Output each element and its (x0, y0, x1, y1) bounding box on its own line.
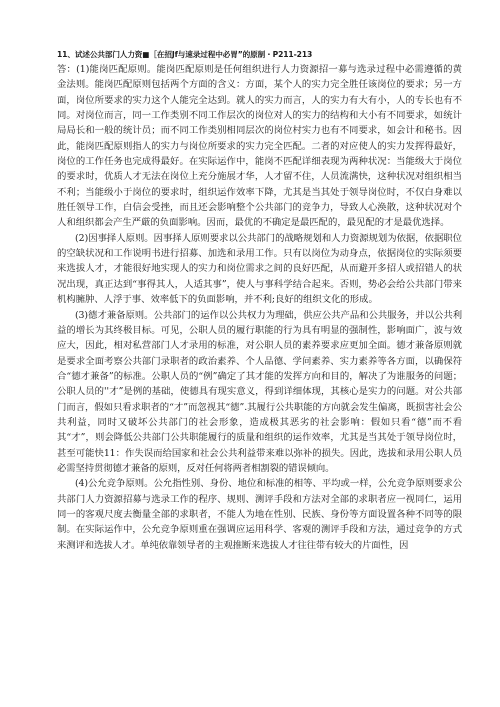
paragraph-select-by-task: (2)因事择人原则。因事择人原则要求以公共部门的战略规划和人力资源规划为依据，依据职位的空缺状况和工作说明书进行招募、加选和录用工作。只有以岗位为动身点，依据岗位的实际须要来选拔人才，才能很好地实现人的实力和岗位需求之间的良好匹配，从而避开多招人或招错人的状况出现，真正达到“事得其人，人适其事”，使人与事科学结合起来。否则，势必会给公共部门带来机构臃肿、人浮于事、效率低下的负面影响，并不利;良好的组织文化的形成。 (57, 232, 462, 306)
paragraph-ability-post-match: 答：(1)能岗匹配原则。能岗匹配原则是任何组织进行人力资源招一募与选录过程中必需遵循的黄金法则。能岗匹配原则包括两个方面的含义：方面，某个人的实力完全胜任该岗位的要求；另一方面，岗位所要求的实力这个人能完全达到。就人的实力而言，人的实力有大有小，人的专长也有不同。对岗位而言，同一工作类别不同工作层次的岗位对人的实力的结构和大小有不同要求，如统计局局长和一般的统计员；而不同工作类别相同层次的岗位村实力也有不同要求，如会计和秘书。因此，能岗匹配原则指人的实力与岗位所要求的实力完全匹配。二者的对应使人的实力发挥得最好，岗位的工作任务也完成得最好。在实际运作中，能岗不匹配详细表现为两种状况：当能级大于岗位的要求时，优质人才无法在岗位上充分施展才华，人才留不住，人员流满快，这种状况对组织相当不利；当能级小于岗位的要求时，组织运作效率下降，尤其是当其处于领导岗位时，不仅白身难以胜任领导工作，白信会受挫，而且还会影响整个公共部门的竞争力，导致人心涣散，这种状况对个人和组织都会产生严厳的负面影响。因而，最优的不确定是最匹配的，最见配的才是最优选择。 (57, 64, 462, 229)
paragraph-fair-competition: (4)公允竞争原则。公允指性别、身份、地位和标准的相等、平均或一样，公允竞争原则要求公共部门人力资源招募与选录工作的程序、规则、测评手段和方法对全部的求职者应一视同仁，运用同一的客观尺度去衡量全部的求职者，不能人为地在性别、民族、身份等方面设置各种不同等的限制。在实际运作中，公允竞争原则重在强调应运用科学、客观的测评手段和方法，通过竞争的方式来测评和选拔人才。单纯依靠领导者的主观推断来选拔人才往往带有较大的片面性，因 (57, 478, 462, 551)
paragraph-virtue-and-talent: (3)德才兼备原则。公共部门的运作以公共权力为理础，供应公共产品和公共服务，并以公共利益的增长为其终极目标。可见，公职人员的履行职能的行为具有明显的强制性，影响面广，波与效应大，因此，相对私营部门人才录用的标准，对公职人员的素养要求应更加全面。德才兼备原则就是要求全面考察公共部门录职者的政治素养、个人品德、学问素养、实力素养等各方面，以确保符合“德才兼备”的标准。公职人员的“例”确定了其才能的发挥方向和目的，解决了为谁服务的问题；公职人员的''才”是例的基础，使德具有现实意义，得到详细体现，其核心是实力的问题。对公共部门而言，假如只看求职者的“才”而忽视其“德”.其履行公共职能的方向就会发生偏离，既损害社会公共利益，同时又破坏公共部门的社会形象，造成极其恶劣的社会影响：假如只看“德”而不看其“才”，则会降低公共部门公共职能履行的质量和组织的运作效率，尤其是当其处于领导岗位时，甚至可能快11：作失误而给国家和社会公共利益带来难以弥补的损失。因此，选拔和录用公职人员必需坚持贯彻德才兼备的原则，反对任何将两者相割裂的错误倾向。 (57, 309, 462, 474)
question-heading: 11、试述公共部门人力资■［在招Jf与速录过程中必胃”的原制・P211-213 (57, 50, 313, 59)
